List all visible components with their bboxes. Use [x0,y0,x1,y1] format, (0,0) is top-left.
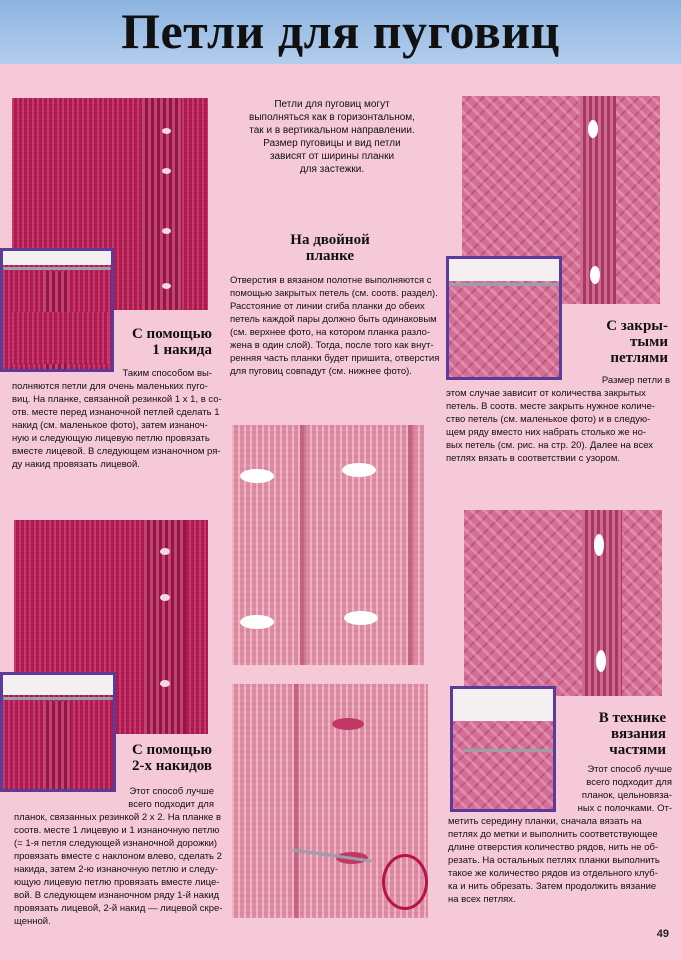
inset-two-yarn-overs [0,672,116,792]
photo-parts-technique [464,510,662,696]
photo-double-placket-sewn [232,684,428,918]
text-closed-stitches: Размер петли в этом случае зависит от количества закрытых петель. В соотв. месте закрыть нужное количе- ство петель (см. маленькое фото) и в следую- щем ряду вместо них набрать столько же но- вых петель (см. рис. на стр. 20). Далее на всех петлях вязать в соответствии с узором. [446,375,670,464]
intro-text: Петли для пуговиц могут выполняться как в горизонтальном, так и в вертикальном направлении. Размер пуговицы и вид петли зависят от ширины планки для застежки. [249,99,415,175]
inset-closed-stitches [446,256,562,380]
text-parts-technique: Этот способ лучше всего подходит для планок, цельновяза- ных с полочками. От- метить середину планки, сначала вязать на петлях до метки и выполнить соответствующее длине отверстия количество рядов, нить не об- резать. На остальных петлях планки выполнить такое же количество рядов из отдельного клуб- ка и нить обрезать. Затем продолжить вязание на всех петлях. [448,764,672,905]
text-one-yarn-over: Таким способом вы- полняются петли для очень маленьких пуго- виц. На планке, связанной резинкой 1 х 1, в со- отв. месте перед изнаночной петлей сделать 1 накид (см. маленькое фото), затем изнаноч- ную и следующую лицевую петлю провязать вместе лицевой. В следующем изнаночном ря- ду накид провязать лицевой. [12,368,222,470]
page-number: 49 [656,928,669,940]
heading-parts-technique: В технике вязания частями [598,710,666,758]
heading-closed-stitches: С закры- тыми петлями [606,318,668,366]
heading-double-placket: На двойной планке [290,232,370,264]
page-title: Петли для пуговиц [121,3,560,59]
heading-one-yarn-over: С помощью 1 накида [131,326,212,358]
heading-two-yarn-overs: С помощью 2-х накидов [131,742,212,774]
photo-double-placket-open [232,425,424,665]
photo-one-yarn-over-strip [12,312,108,364]
text-double-placket: Отверстия в вязаном полотне выполняются с помощью закрытых петель (см. соотв. раздел). Расстояние от линии сгиба планки до обеих петель каждой пары должно быть одинаковым (см. верхнее фото, на котором планка разло- жена в один слой). Тогда, после того как внут- ренняя часть планки будет пришита, отверстия для пуговиц совпадут (см. нижнее фото). [230,275,440,377]
text-two-yarn-overs: Этот способ лучше всего подходит для планок, связанных резинкой 2 х 2. На планке в соотв. месте 1 лицевую и 1 изнаночную петлю (= 1-я петля следующей изнаночной дорожки) провязать вместе с наклоном влево, сделать 2 накида, затем 2-ю изнаночную петлю и следу- ющую лицевую петлю провязать вместе лице- вой. В следующем изнаночном ряду 1-й накид провязать лицевой, 2-й накид — лицевой скре- щенной. [14,786,223,927]
